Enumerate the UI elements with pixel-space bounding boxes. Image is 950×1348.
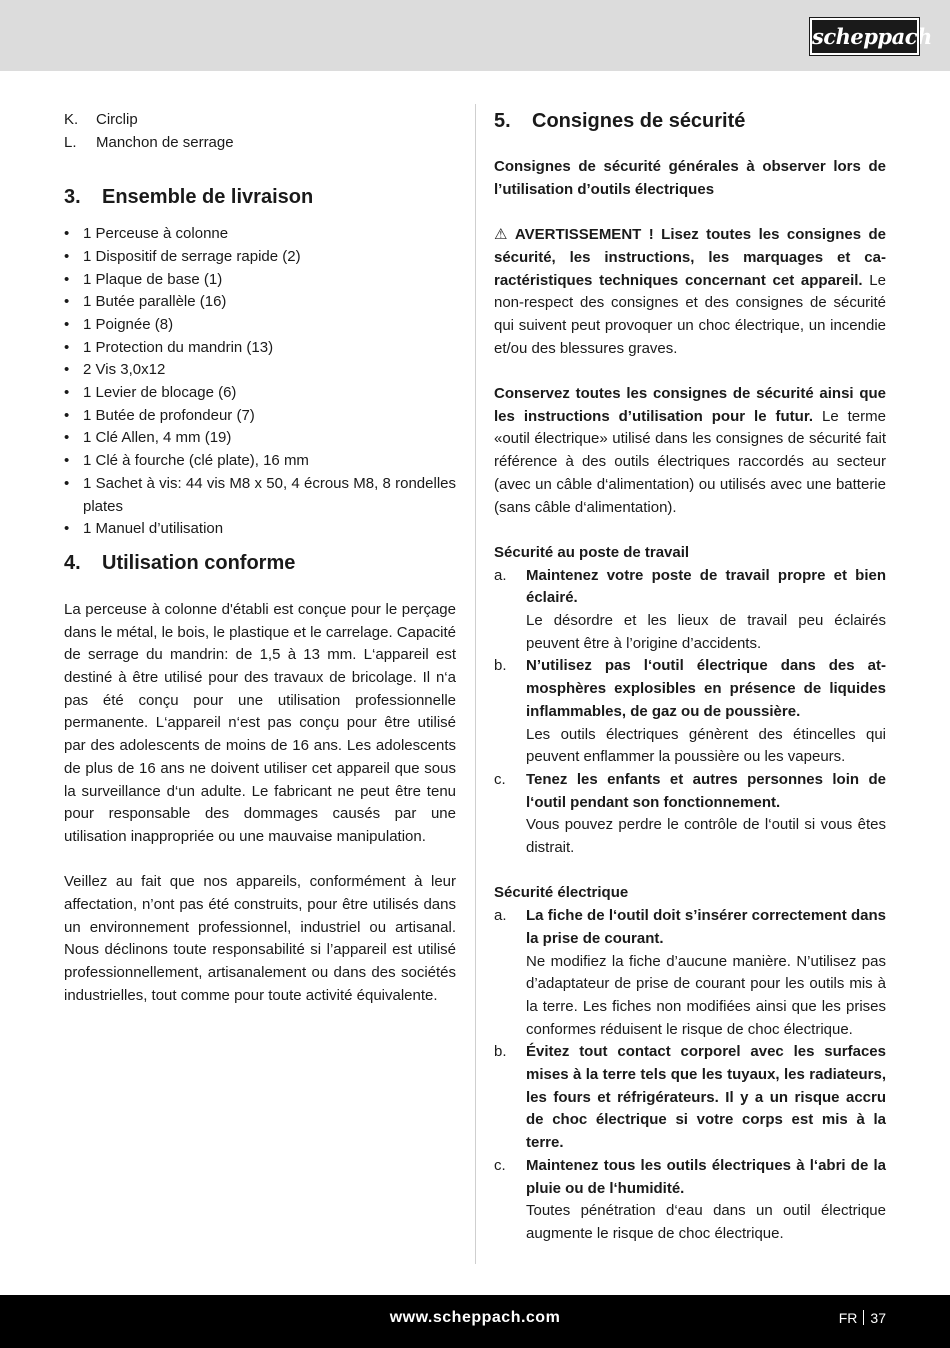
- delivery-list: [64, 223, 456, 541]
- website-link[interactable]: www.scheppach.com: [389, 1309, 561, 1326]
- list-item: • 1 Protection du mandrin (13): [64, 338, 274, 356]
- general-safety-heading: Consignes de sécurité générales à observer lors de l’utilisation d’outils électriques: [494, 158, 886, 198]
- list-item: • 1 Levier de blocage (6): [64, 384, 237, 402]
- warning-triangle-icon: ⚠: [494, 226, 508, 244]
- list-item: a. Maintenez votre poste de travail propre et bien éclairé. Le désordre et les lieux de travail peu éclairés peuvent être à l’origine d’accidents.: [494, 566, 886, 652]
- part-item: K. Circlip: [64, 111, 138, 128]
- page-footer: [0, 1295, 950, 1348]
- list-item: a. La fiche de l‘outil doit s’insérer correctement dans la prise de courant. Ne modifiez la fiche d’aucune manière. N’utilisez pas d’adaptateur de prise de courant pour les outils mis à la terre. Les fiches non modifiées ainsi que les prises conformes réduisent le risque de choc électrique.: [494, 907, 886, 1038]
- list-item: • 1 Manuel d’utilisation: [64, 520, 224, 538]
- left-column: [64, 109, 456, 1008]
- electrical-safety-heading: Sécurité électrique: [494, 884, 629, 902]
- list-item: • 1 Clé Allen, 4 mm (19): [64, 429, 232, 447]
- list-item: • 2 Vis 3,0x12: [64, 361, 166, 379]
- list-item: c. Maintenez tous les outils électriques à l‘abri de la pluie ou de l‘humidité. Toutes pénétration d‘eau dans un outil électrique augmente le risque de choc électrique.: [494, 1156, 886, 1242]
- list-item: • 1 Perceuse à colonne: [64, 225, 229, 243]
- part-item: L. Manchon de serrage: [64, 133, 234, 151]
- column-divider: [475, 104, 476, 1264]
- list-item: • 1 Clé à fourche (clé plate), 16 mm: [64, 452, 309, 470]
- list-item: • 1 Sachet à vis: 44 vis M8 x 50, 4 écrous M8, 8 rondelles plates: [64, 474, 456, 515]
- list-item: • 1 Butée parallèle (16): [64, 293, 227, 311]
- intended-use-paragraph: La perceuse à colonne d'établi est conçue pour le perçage dans le métal, le bois, le plastique et le carrelage. Capacité de serrage du mandrin: de 1,5 à 13 mm. L‘appareil est destiné à être utilisé pour des travaux de bricolage. Il n‘a pas été conçu pour une utilisation professionnelle permanente. L‘appareil n‘est pas conçu pour être utilisé par des adolescents de moins de 16 ans. Les adolescents de plus de 16 ans ne doivent utiliser cet appareil que sous la surveillance d‘un adulte. Le fabricant ne peut être tenu pour responsable des dommages causés par une utilisation inappropriée ou une mauvaise manipulation.: [64, 600, 456, 845]
- section-heading-safety: 5. Consignes de sécurité: [494, 110, 746, 132]
- page-header: [0, 0, 950, 71]
- page-number: FR 37: [838, 1310, 886, 1326]
- brand-logo: scheppach: [810, 18, 919, 55]
- workplace-safety-heading: Sécurité au poste de travail: [494, 543, 690, 561]
- warning-block: ⚠ AVERTISSEMENT ! Lisez toutes les consignes de sécurité, les instructions, les marquages et caractéristiques techniques concernant cet appareil. Le non-respect des consignes et des consignes de sécurité qui suivent peut provoquer un choc électrique, un incendie et/ou des blessures graves.: [494, 226, 887, 357]
- right-column: [494, 109, 886, 1246]
- list-item: • 1 Poignée (8): [64, 315, 174, 333]
- list-item: • 1 Dispositif de serrage rapide (2): [64, 247, 301, 265]
- professional-use-paragraph: Veillez au fait que nos appareils, conformément à leur affectation, n’ont pas été construits, pour être utilisés dans un environnement professionnel, industriel ou artisanal. Nous déclinons toute responsabilité si l’appareil est utilisé professionnellement, artisanalement ou dans des sociétés industrielles, tout comme pour toute activité équivalente.: [64, 873, 456, 1004]
- list-item: b. Évitez tout contact corporel avec les surfaces mises à la terre tels que les tuyaux, les radiateurs, les fours et réfrigérateurs. Il y a un risque accru de choc électrique si votre corps est mis à la terre.: [494, 1043, 886, 1152]
- list-item: c. Tenez les enfants et autres personnes loin de l‘outil pendant son fonctionnement. Vous pouvez perdre le contrôle de l‘outil si vous êtes distrait.: [494, 770, 886, 857]
- keep-instructions-block: Conservez toutes les consignes de sécurité ainsi que les instructions d’utilisation pour le futur. Le terme «outil électrique» utilisé dans les consignes de sécurité fait référence à des outils électriques raccordés au secteur (avec un câble d‘alimentation) ou utilisés avec une batterie (sans câble d‘alimentation).: [494, 385, 886, 516]
- section-heading-intended-use: 4. Utilisation conforme: [64, 551, 296, 574]
- list-item: b. N’utilisez pas l‘outil électrique dans des atmosphères explosibles en présence de liquides inflammables, de gaz ou de poussière. Les outils électriques génèrent des étincelles qui peuvent enflammer la poussière ou les vapeurs.: [494, 657, 886, 766]
- list-item: • 1 Plaque de base (1): [64, 270, 223, 288]
- section-heading-delivery: 3. Ensemble de livraison: [64, 186, 314, 209]
- list-item: • 1 Butée de profondeur (7): [64, 406, 255, 424]
